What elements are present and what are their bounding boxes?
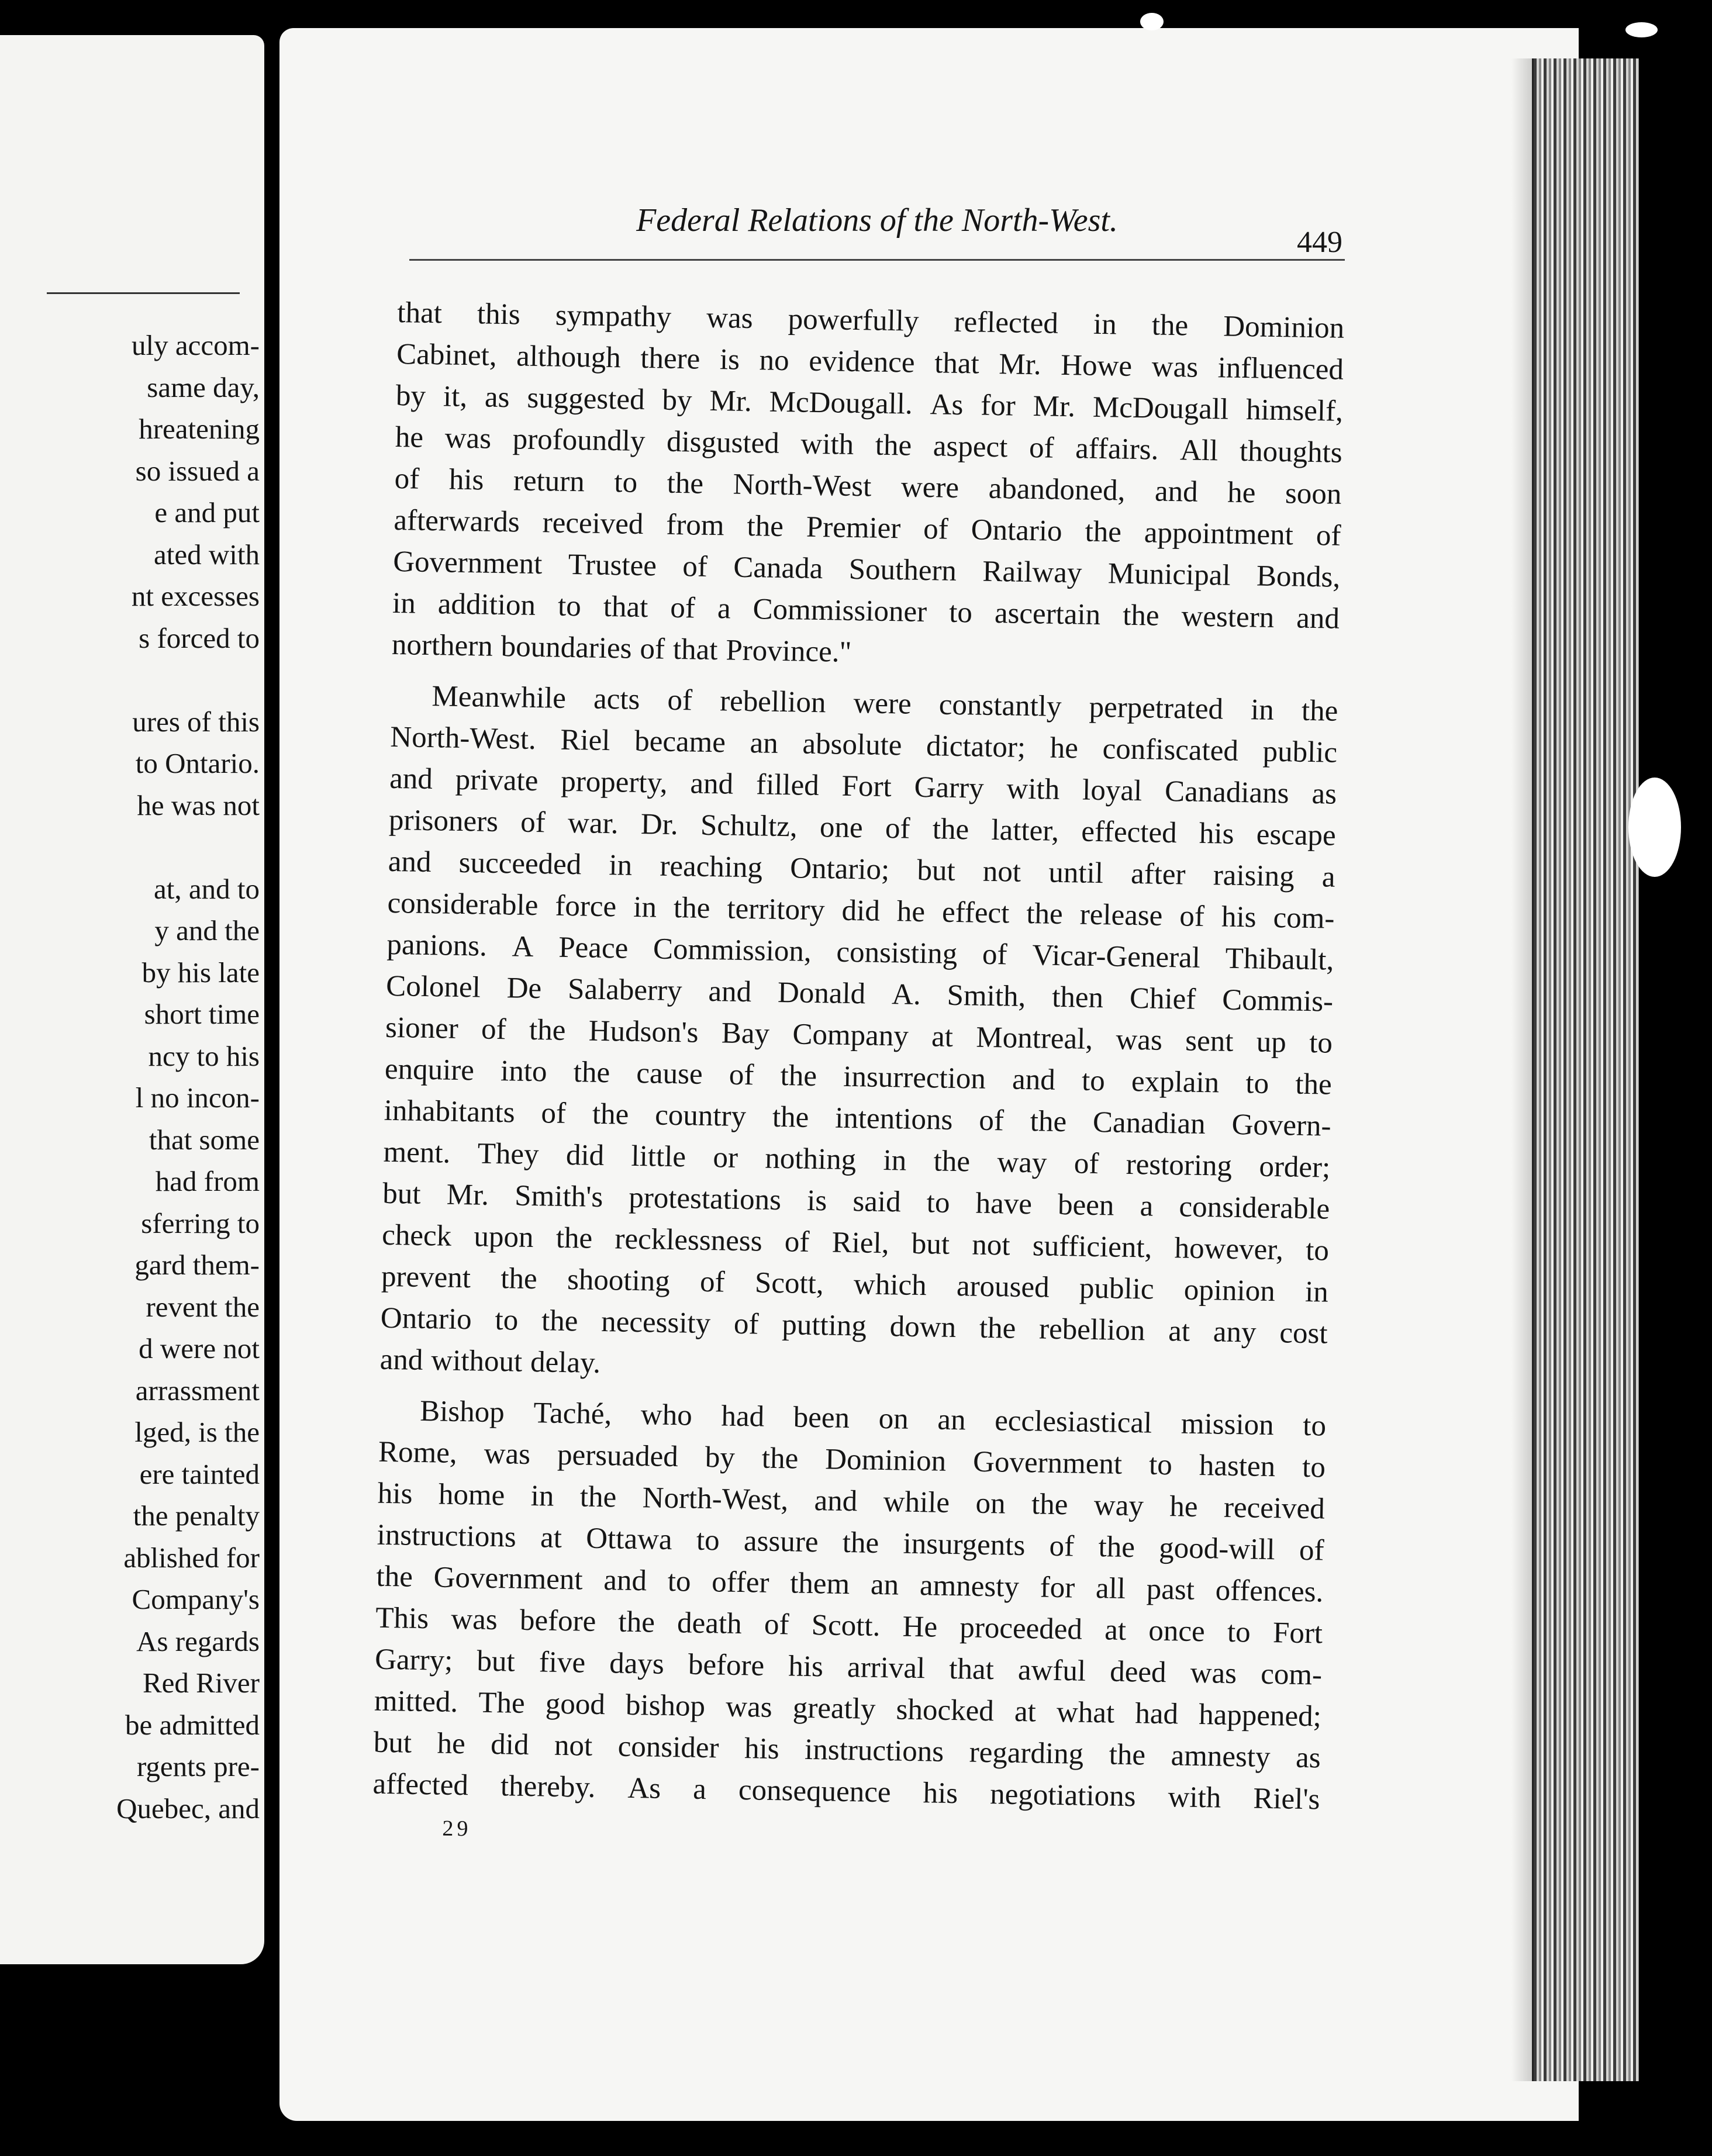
text-line: Cabinet, although there is no evidence that Mr. Howe was influenced xyxy=(396,337,1344,386)
left-page-line: gard them- xyxy=(134,1249,260,1281)
left-page-line: so issued a xyxy=(135,454,260,487)
text-line: Government Trustee of Canada Southern Railway Municipal Bonds, xyxy=(392,545,1341,594)
left-page-line: rgents pre- xyxy=(137,1750,260,1782)
left-page-line: to Ontario. xyxy=(135,747,260,779)
left-page-line: ated with xyxy=(154,538,260,571)
facing-left-page xyxy=(0,35,264,1964)
left-page-line: Company's xyxy=(132,1583,260,1615)
text-line: the Government and to offer them an amnesty for all past offences. xyxy=(376,1560,1324,1609)
signature-mark: 29 xyxy=(442,1816,472,1841)
left-page-line: that some xyxy=(149,1123,260,1156)
text-line: mitted. The good bishop was greatly shocked at what had happened; xyxy=(374,1684,1322,1733)
left-page-line: s forced to xyxy=(139,621,260,654)
text-line: sioner of the Hudson's Bay Company at Montreal, was sent up to xyxy=(385,1011,1333,1060)
left-page-line: nt excesses xyxy=(131,580,260,612)
text-line: but he did not consider his instructions regarding the amnesty as xyxy=(373,1726,1321,1775)
page-number: 449 xyxy=(1297,226,1342,259)
text-line: prevent the shooting of Scott, which aroused public opinion in xyxy=(381,1260,1329,1309)
left-page-line: Quebec, and xyxy=(116,1792,260,1825)
text-line: but Mr. Smith's protestations is said to have been a considerable xyxy=(382,1177,1330,1226)
left-page-text xyxy=(116,324,260,1829)
left-page-line: Red River xyxy=(142,1667,260,1699)
left-page-line xyxy=(116,659,260,701)
left-page-line: had from xyxy=(155,1165,260,1197)
text-line: in addition to that of a Commissioner to ascertain the western and xyxy=(392,586,1340,635)
text-line: panions. A Peace Commission, consisting of Vicar-General Thibault, xyxy=(386,928,1334,977)
left-page-line: he was not xyxy=(137,789,260,821)
left-page-line: e and put xyxy=(154,496,260,528)
text-line: prisoners of war. Dr. Schultz, one of the latter, effected his escape xyxy=(388,803,1337,852)
left-page-line: short time xyxy=(144,998,260,1030)
left-page-rule xyxy=(47,292,240,294)
left-page-line: d were not xyxy=(139,1332,260,1364)
left-page-line: lged, is the xyxy=(134,1416,260,1448)
left-page-line: revent the xyxy=(146,1290,260,1323)
running-head: Federal Relations of the North-West. xyxy=(636,202,1118,239)
left-page-line: ere tainted xyxy=(139,1457,260,1490)
left-page-line: at, and to xyxy=(154,872,260,905)
scan-speck xyxy=(1625,22,1658,37)
book-fore-edge xyxy=(1532,58,1639,2081)
text-line: that this sympathy was powerfully reflected in the Dominion xyxy=(396,296,1345,345)
text-line: instructions at Ottawa to assure the insurgents of the good-will of xyxy=(377,1518,1324,1567)
left-page-line: the penalty xyxy=(133,1499,260,1532)
scan-speck xyxy=(1140,13,1164,30)
left-page-line: ablished for xyxy=(123,1541,260,1574)
book-gutter xyxy=(264,0,279,2156)
header-rule xyxy=(409,259,1345,261)
left-page-line: sferring to xyxy=(141,1207,260,1239)
scan-speck xyxy=(1628,778,1681,877)
text-line: inhabitants of the country the intentions of the Canadian Govern- xyxy=(384,1094,1331,1143)
text-line: and private property, and filled Fort Garry with loyal Canadians as xyxy=(389,762,1337,811)
text-line: ment. They did little or nothing in the way of restoring order; xyxy=(383,1135,1331,1184)
text-line: Colonel De Salaberry and Donald A. Smith, then Chief Commis- xyxy=(385,969,1334,1018)
text-line: Rome, was persuaded by the Dominion Government to hasten to xyxy=(378,1435,1326,1484)
text-line: afterwards received from the Premier of Ontario the appointment of xyxy=(394,503,1341,552)
left-page-line: by his late xyxy=(141,956,260,989)
text-line: Garry; but five days before his arrival that awful deed was com- xyxy=(374,1643,1323,1692)
page-edge-shadow xyxy=(1511,58,1535,2081)
text-line: This was before the death of Scott. He proceeded at once to Fort xyxy=(375,1601,1323,1650)
left-page-line: uly accom- xyxy=(131,329,260,361)
text-line: enquire into the cause of the insurrection and to explain to the xyxy=(384,1052,1333,1101)
paragraph-1 xyxy=(391,292,1344,682)
text-line: of his return to the North-West were abandoned, and he soon xyxy=(394,462,1342,511)
text-line: Ontario to the necessity of putting down the rebellion at any cost xyxy=(380,1301,1328,1350)
text-line: he was profoundly disgusted with the aspect of affairs. All thoughts xyxy=(395,420,1343,469)
paragraph-3 xyxy=(372,1390,1327,1821)
paragraph-2 xyxy=(379,675,1338,1397)
text-line: Bishop Taché, who had been on an ecclesiastical mission to xyxy=(419,1394,1327,1443)
text-line: northern boundaries of that Province." xyxy=(391,628,852,669)
text-line: his home in the North-West, and while on the way he received xyxy=(377,1477,1326,1526)
text-line: and without delay. xyxy=(379,1343,601,1380)
left-page-line: same day, xyxy=(147,371,260,403)
text-line: considerable force in the territory did he effect the release of his com- xyxy=(387,886,1335,935)
left-page-line: As regards xyxy=(136,1625,260,1657)
left-page-line: hreatening xyxy=(139,413,260,445)
text-line: affected thereby. As a consequence his negotiations with Riel's xyxy=(372,1767,1320,1816)
left-page-line: l no incon- xyxy=(135,1082,260,1114)
text-line: by it, as suggested by Mr. McDougall. As for Mr. McDougall himself, xyxy=(395,379,1344,428)
text-line: North-West. Riel became an absolute dictator; he confiscated public xyxy=(389,720,1338,769)
text-line: check upon the recklessness of Riel, but not sufficient, however, to xyxy=(381,1218,1330,1267)
text-line: and succeeded in reaching Ontario; but not until after raising a xyxy=(388,845,1336,894)
left-page-line: ncy to his xyxy=(148,1039,260,1072)
left-page-line: ures of this xyxy=(132,705,260,738)
left-page-line: be admitted xyxy=(125,1708,260,1741)
left-page-line xyxy=(116,826,260,868)
text-line: Meanwhile acts of rebellion were constantly perpetrated in the xyxy=(432,680,1338,728)
left-page-line: y and the xyxy=(154,914,260,946)
body-text xyxy=(372,292,1345,1856)
left-page-line: arrassment xyxy=(135,1374,260,1407)
